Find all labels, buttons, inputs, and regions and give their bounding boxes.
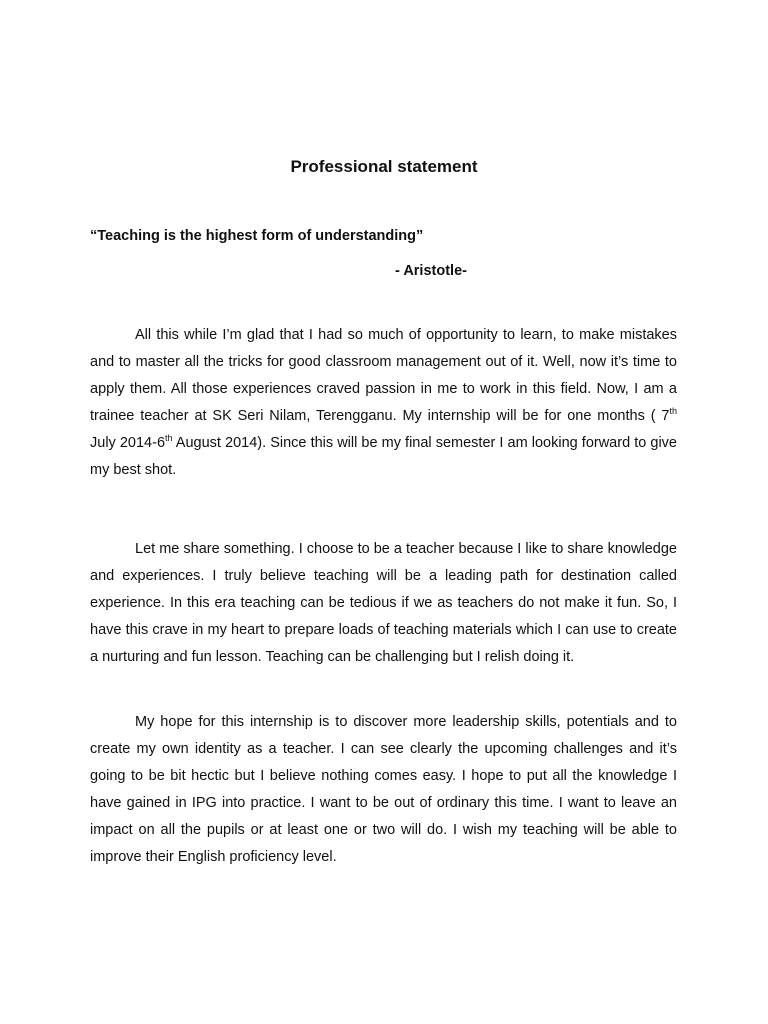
epigraph-author: - Aristotle-	[395, 263, 467, 279]
epigraph-quote: “Teaching is the highest form of understanding”	[90, 228, 424, 244]
page-title: Professional statement	[290, 157, 478, 176]
ordinal-suffix: th	[165, 433, 173, 444]
paragraph-1-text-a: All this while I’m glad that I had so much of opportunity to learn, to make mistakes and to master all the tricks for good classroom management out of it. Well, now it’s time to apply them. All those experiences craved passion in me to work in this field. Now, I am a trainee teacher at SK Seri Nilam, Terengganu. My internship will be for one months ( 7	[90, 327, 677, 424]
paragraph-internship-intro	[90, 322, 677, 484]
ordinal-suffix: th	[669, 406, 677, 417]
paragraph-why-teacher: Let me share something. I choose to be a teacher because I like to share knowledge and experiences. I truly believe teaching will be a leading path for destination called experience. In this era teaching can be tedious if we as teachers do not make it fun. So, I have this crave in my heart to prepare loads of teaching materials which I can use to create a nurturing and fun lesson. Teaching can be challenging but I relish doing it.	[90, 541, 677, 665]
paragraph-1-text-b: July 2014-6	[90, 435, 166, 451]
paragraph-1-text-c: August 2014). Since this will be my final semester I am looking forward to give my best shot.	[90, 435, 677, 478]
paragraph-internship-hopes: My hope for this internship is to discover more leadership skills, potentials and to create my own identity as a teacher. I can see clearly the upcoming challenges and it’s going to be bit hectic but I believe nothing comes easy. I hope to put all the knowledge I have gained in IPG into practice. I want to be out of ordinary this time. I want to leave an impact on all the pupils or at least one or two will do. I wish my teaching will be able to improve their English proficiency level.	[90, 714, 677, 865]
